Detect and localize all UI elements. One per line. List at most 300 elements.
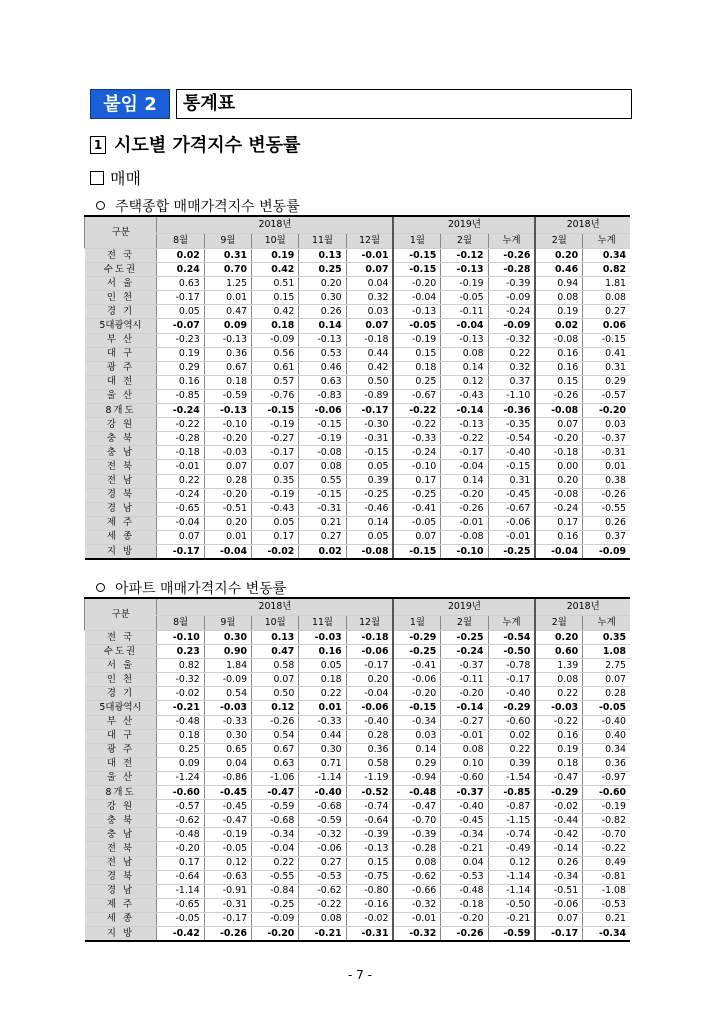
table-row	[85, 645, 631, 659]
table-cell: -0.37	[441, 659, 488, 673]
table-cell: 0.16	[535, 347, 582, 361]
table-cell: -0.12	[441, 249, 488, 263]
table-cell: -0.60	[488, 715, 535, 729]
table-cell: 0.25	[393, 375, 440, 389]
table-cell: 0.47	[252, 645, 299, 659]
table-cell: 0.03	[393, 729, 440, 743]
table-cell: 0.30	[299, 743, 346, 757]
table-cell: -0.18	[346, 333, 393, 347]
table-row	[85, 870, 631, 884]
table-cell: -0.08	[299, 446, 346, 460]
row-label: 전 남	[85, 856, 157, 870]
table-cell: -0.48	[441, 884, 488, 898]
table-cell: -0.44	[535, 814, 582, 828]
table-cell: 1.39	[535, 659, 582, 673]
table-cell: -0.24	[535, 502, 582, 516]
row-label: 부 산	[85, 333, 157, 347]
table-cell: -0.01	[441, 729, 488, 743]
table-cell: -0.18	[346, 631, 393, 645]
table-cell: -0.20	[252, 926, 299, 941]
table-cell: -0.34	[441, 828, 488, 842]
table-cell: -0.34	[583, 926, 630, 941]
table-cell: 0.28	[346, 729, 393, 743]
table-cell: 0.02	[535, 319, 582, 333]
table-cell: -0.03	[535, 701, 582, 715]
table-row	[85, 544, 631, 559]
table-cell: -0.53	[583, 898, 630, 912]
table-cell: 0.54	[204, 687, 251, 701]
column-header: 누계	[488, 234, 535, 249]
table-cell: 0.35	[252, 474, 299, 488]
table-cell: 0.07	[583, 673, 630, 687]
table-cell: -0.26	[441, 926, 488, 941]
table-cell: 0.08	[393, 856, 440, 870]
table-cell: -0.31	[346, 432, 393, 446]
table-cell: -0.19	[252, 418, 299, 432]
table-cell: 0.32	[488, 361, 535, 375]
table-cell: -0.09	[204, 673, 251, 687]
table-cell: -0.54	[488, 432, 535, 446]
table-cell: -0.18	[535, 446, 582, 460]
year-header: 2019년	[393, 216, 535, 234]
table-cell: 0.31	[583, 361, 630, 375]
table-cell: -0.10	[204, 418, 251, 432]
table-cell: -0.13	[393, 305, 440, 319]
table-cell: -0.24	[441, 645, 488, 659]
table-cell: 0.58	[252, 659, 299, 673]
row-label: 경 기	[85, 687, 157, 701]
table-cell: -0.15	[488, 460, 535, 474]
column-header: 1월	[393, 616, 440, 631]
table-cell: -0.47	[535, 771, 582, 785]
row-label: 광 주	[85, 361, 157, 375]
table-cell: -0.81	[583, 870, 630, 884]
table-row	[85, 530, 631, 544]
table-cell: -0.20	[441, 912, 488, 926]
table-cell: -0.22	[441, 432, 488, 446]
table-cell: 1.81	[583, 277, 630, 291]
table-row	[85, 502, 631, 516]
table-cell: -0.39	[393, 828, 440, 842]
table-row	[85, 474, 631, 488]
table-cell: 0.58	[346, 757, 393, 771]
table-cell: -0.15	[252, 404, 299, 418]
year-header: 2018년	[535, 598, 630, 616]
table-cell: 0.24	[157, 263, 204, 277]
table-cell: -0.33	[393, 432, 440, 446]
table-cell: 0.05	[346, 530, 393, 544]
table-cell: -0.01	[157, 460, 204, 474]
table-cell: 0.05	[157, 305, 204, 319]
table-cell: 0.61	[252, 361, 299, 375]
table-cell: -0.43	[441, 389, 488, 403]
table-cell: -0.22	[535, 715, 582, 729]
table-cell: -1.14	[488, 884, 535, 898]
table-cell: -0.04	[346, 687, 393, 701]
table-cell: -0.33	[299, 715, 346, 729]
table-cell: -0.20	[441, 488, 488, 502]
table-row	[85, 516, 631, 530]
table-row	[85, 912, 631, 926]
table-row	[85, 926, 631, 941]
row-label: 전 국	[85, 631, 157, 645]
table-cell: -0.13	[441, 263, 488, 277]
row-label: 세 종	[85, 912, 157, 926]
table-cell: -0.06	[393, 673, 440, 687]
row-label: 전 북	[85, 460, 157, 474]
column-header: 9월	[204, 234, 251, 249]
table-cell: -0.23	[157, 333, 204, 347]
table-cell: -0.22	[393, 418, 440, 432]
table-cell: 0.22	[488, 743, 535, 757]
circle-bullet-icon	[96, 583, 105, 592]
table-cell: -0.47	[393, 800, 440, 814]
table-cell: -0.40	[488, 446, 535, 460]
table-cell: -0.35	[488, 418, 535, 432]
table-cell: -0.21	[157, 701, 204, 715]
table-cell: 0.03	[346, 305, 393, 319]
table-cell: -0.74	[346, 800, 393, 814]
table-cell: -0.86	[204, 771, 251, 785]
table-cell: 0.27	[299, 530, 346, 544]
table-cell: 0.35	[583, 631, 630, 645]
table-cell: 0.12	[488, 856, 535, 870]
table-cell: 0.25	[157, 743, 204, 757]
table-cell: -0.17	[157, 291, 204, 305]
table-row	[85, 305, 631, 319]
row-label: 지 방	[85, 544, 157, 559]
table-cell: -0.40	[299, 786, 346, 800]
table-cell: -1.24	[157, 771, 204, 785]
table-cell: 0.49	[583, 856, 630, 870]
table-cell: 0.04	[441, 856, 488, 870]
row-label: 충 북	[85, 432, 157, 446]
table-cell: -0.28	[488, 263, 535, 277]
row-label: 5대광역시	[85, 319, 157, 333]
table-cell: -0.94	[393, 771, 440, 785]
table-cell: -0.60	[157, 786, 204, 800]
table-cell: -0.24	[393, 446, 440, 460]
table-cell: -0.54	[488, 631, 535, 645]
subsection-heading	[90, 166, 141, 189]
table-cell: -0.52	[346, 786, 393, 800]
table-cell: -0.10	[393, 460, 440, 474]
table-cell: 0.46	[535, 263, 582, 277]
table-cell: 0.54	[252, 729, 299, 743]
table-cell: -0.05	[583, 701, 630, 715]
row-label: 울 산	[85, 389, 157, 403]
table-cell: 0.34	[583, 743, 630, 757]
row-label: 수도권	[85, 263, 157, 277]
year-header: 2019년	[393, 598, 535, 616]
table-cell: 0.13	[252, 631, 299, 645]
table-cell: -0.70	[583, 828, 630, 842]
table-cell: -0.15	[299, 418, 346, 432]
table-cell: -0.20	[393, 277, 440, 291]
table-cell: -0.28	[393, 842, 440, 856]
table-cell: -0.10	[157, 631, 204, 645]
table-row	[85, 842, 631, 856]
table-cell: -0.70	[393, 814, 440, 828]
table-cell: -0.17	[346, 404, 393, 418]
table-row	[85, 673, 631, 687]
table-cell: -0.55	[583, 502, 630, 516]
table-cell: 0.50	[346, 375, 393, 389]
table-row	[85, 404, 631, 418]
table-cell: -0.57	[157, 800, 204, 814]
table-cell: 0.07	[204, 460, 251, 474]
table-cell: 0.19	[252, 249, 299, 263]
table-cell: 0.26	[535, 856, 582, 870]
table-cell: 0.39	[488, 757, 535, 771]
table-cell: 0.14	[346, 516, 393, 530]
row-label: 인 천	[85, 673, 157, 687]
table-cell: -0.27	[252, 432, 299, 446]
table-cell: -0.01	[488, 530, 535, 544]
table-cell: -0.40	[346, 715, 393, 729]
table-cell: -0.66	[393, 884, 440, 898]
table-cell: -0.97	[583, 771, 630, 785]
table-cell: -0.19	[393, 333, 440, 347]
table-cell: -0.87	[488, 800, 535, 814]
table-cell: -0.37	[441, 786, 488, 800]
table-cell: -0.25	[441, 631, 488, 645]
table-cell: -0.05	[204, 842, 251, 856]
table-cell: -0.51	[204, 502, 251, 516]
table-cell: -0.08	[441, 530, 488, 544]
table-cell: 0.63	[299, 375, 346, 389]
table-cell: -0.02	[535, 800, 582, 814]
column-header: 누계	[583, 616, 630, 631]
table-cell: -0.05	[441, 291, 488, 305]
table-cell: -0.13	[299, 333, 346, 347]
row-label: 충 남	[85, 446, 157, 460]
row-label: 경 남	[85, 884, 157, 898]
row-label: 서 울	[85, 659, 157, 673]
table-cell: -0.53	[441, 870, 488, 884]
table-cell: 0.42	[252, 305, 299, 319]
table-cell: -0.84	[252, 884, 299, 898]
table-cell: -0.48	[157, 828, 204, 842]
table-cell: -0.05	[393, 516, 440, 530]
table-row	[85, 249, 631, 263]
table-row	[85, 701, 631, 715]
table-cell: -0.53	[299, 870, 346, 884]
table-cell: 0.10	[441, 757, 488, 771]
table-cell: 0.57	[252, 375, 299, 389]
table-cell: 0.04	[204, 757, 251, 771]
table-cell: 0.01	[299, 701, 346, 715]
table-cell: 0.12	[204, 856, 251, 870]
table-cell: 0.08	[441, 347, 488, 361]
table-cell: -1.08	[583, 884, 630, 898]
table-cell: -0.55	[252, 870, 299, 884]
table-cell: 0.30	[204, 729, 251, 743]
table-row	[85, 319, 631, 333]
table-cell: -0.50	[488, 898, 535, 912]
table-cell: 0.41	[583, 347, 630, 361]
table-cell: 0.09	[157, 757, 204, 771]
table-cell: -0.03	[204, 701, 251, 715]
table-cell: -0.18	[441, 898, 488, 912]
table-cell: -0.04	[204, 544, 251, 559]
row-label: 인 천	[85, 291, 157, 305]
table-cell: 0.16	[157, 375, 204, 389]
table-cell: 0.18	[535, 757, 582, 771]
column-header: 11월	[299, 234, 346, 249]
table-cell: 0.20	[535, 474, 582, 488]
table-cell: -0.20	[583, 404, 630, 418]
table-cell: -0.09	[252, 912, 299, 926]
table-cell: -0.13	[441, 333, 488, 347]
table-cell: -0.42	[535, 828, 582, 842]
table-cell: 0.55	[299, 474, 346, 488]
table-cell: -0.15	[393, 263, 440, 277]
table-cell: 0.06	[583, 319, 630, 333]
table-cell: 0.56	[252, 347, 299, 361]
column-header: 2월	[441, 616, 488, 631]
table-cell: 0.46	[299, 361, 346, 375]
table-cell: -0.41	[393, 502, 440, 516]
page-number: - 7 -	[348, 968, 372, 982]
table-cell: 0.53	[299, 347, 346, 361]
table-cell: -0.29	[535, 786, 582, 800]
table-cell: -0.26	[488, 249, 535, 263]
table-cell: 0.50	[252, 687, 299, 701]
table-cell: -0.37	[583, 432, 630, 446]
table-cell: -1.15	[488, 814, 535, 828]
table-cell: -0.31	[299, 502, 346, 516]
table-cell: -0.78	[488, 659, 535, 673]
column-header: 10월	[252, 616, 299, 631]
table-cell: -0.03	[299, 631, 346, 645]
table-cell: -0.59	[299, 814, 346, 828]
table-cell: -0.39	[346, 828, 393, 842]
table-cell: 0.67	[252, 743, 299, 757]
table-cell: -0.62	[299, 884, 346, 898]
table-cell: -1.19	[346, 771, 393, 785]
table-cell: 0.67	[204, 361, 251, 375]
table-cell: -0.40	[488, 687, 535, 701]
table-cell: -0.68	[299, 800, 346, 814]
row-label: 지 방	[85, 926, 157, 941]
table-cell: -0.29	[488, 701, 535, 715]
table-row	[85, 729, 631, 743]
table-cell: -0.59	[488, 926, 535, 941]
row-label: 8개도	[85, 404, 157, 418]
apartment-price-table	[84, 597, 630, 942]
table-cell: -0.03	[204, 446, 251, 460]
table-cell: -0.17	[204, 912, 251, 926]
table-cell: 0.32	[346, 291, 393, 305]
table-2-caption-text: 아파트 매매가격지수 변동률	[115, 581, 287, 597]
table-cell: -0.39	[488, 277, 535, 291]
table-cell: 0.07	[252, 673, 299, 687]
table-cell: -0.14	[441, 404, 488, 418]
table-cell: 0.26	[299, 305, 346, 319]
row-label: 서 울	[85, 277, 157, 291]
table-cell: -0.27	[441, 715, 488, 729]
table-cell: -0.17	[535, 926, 582, 941]
table-cell: -0.43	[252, 502, 299, 516]
table-cell: -0.22	[299, 898, 346, 912]
table-cell: -0.45	[204, 786, 251, 800]
table-cell: -0.06	[346, 645, 393, 659]
row-label: 전 남	[85, 474, 157, 488]
table-row	[85, 800, 631, 814]
column-header: 2월	[535, 234, 582, 249]
column-header: 11월	[299, 616, 346, 631]
table-cell: 0.20	[299, 277, 346, 291]
table-cell: 0.07	[252, 460, 299, 474]
table-row	[85, 687, 631, 701]
table-cell: -0.05	[157, 912, 204, 926]
table-cell: -0.01	[346, 249, 393, 263]
table-cell: -0.04	[441, 460, 488, 474]
table-cell: -0.31	[346, 926, 393, 941]
row-label: 강 원	[85, 800, 157, 814]
table-cell: 0.16	[535, 530, 582, 544]
table-cell: 0.01	[583, 460, 630, 474]
table-cell: 0.08	[299, 912, 346, 926]
column-header: 2월	[535, 616, 582, 631]
table-cell: -0.47	[204, 814, 251, 828]
table-cell: 0.08	[299, 460, 346, 474]
table-cell: 0.63	[157, 277, 204, 291]
table-1-caption	[96, 196, 300, 216]
table-cell: -0.22	[157, 418, 204, 432]
circle-bullet-icon	[96, 201, 105, 210]
row-label: 강 원	[85, 418, 157, 432]
column-header: 12월	[346, 616, 393, 631]
table-cell: 0.08	[535, 673, 582, 687]
table-cell: 0.22	[252, 856, 299, 870]
table-cell: -0.76	[252, 389, 299, 403]
table-cell: 0.16	[299, 645, 346, 659]
table-cell: -0.09	[252, 333, 299, 347]
table-cell: -0.02	[157, 687, 204, 701]
table-cell: 0.00	[535, 460, 582, 474]
column-header: 누계	[583, 234, 630, 249]
table-row	[85, 361, 631, 375]
table-cell: 0.19	[535, 305, 582, 319]
table-cell: -1.14	[157, 884, 204, 898]
table-cell: -0.15	[299, 488, 346, 502]
table-cell: 0.47	[204, 305, 251, 319]
table-cell: -0.21	[488, 912, 535, 926]
table-cell: 0.12	[252, 701, 299, 715]
row-label: 경 북	[85, 870, 157, 884]
row-label: 경 남	[85, 502, 157, 516]
table-cell: 0.28	[583, 687, 630, 701]
table-cell: 2.75	[583, 659, 630, 673]
table-cell: -0.08	[535, 488, 582, 502]
table-cell: -0.91	[204, 884, 251, 898]
table-cell: 0.39	[346, 474, 393, 488]
table-cell: -0.47	[252, 786, 299, 800]
table-cell: -0.67	[488, 502, 535, 516]
table-cell: -0.05	[393, 319, 440, 333]
row-label: 대 전	[85, 375, 157, 389]
table-cell: -0.13	[441, 418, 488, 432]
table-cell: 0.38	[583, 474, 630, 488]
table-cell: -0.18	[157, 446, 204, 460]
annex-badge: 붙임 2	[90, 89, 170, 119]
annex-header	[90, 89, 632, 119]
table-cell: 0.44	[346, 347, 393, 361]
table-cell: 0.30	[299, 291, 346, 305]
table-2-caption	[96, 578, 286, 598]
